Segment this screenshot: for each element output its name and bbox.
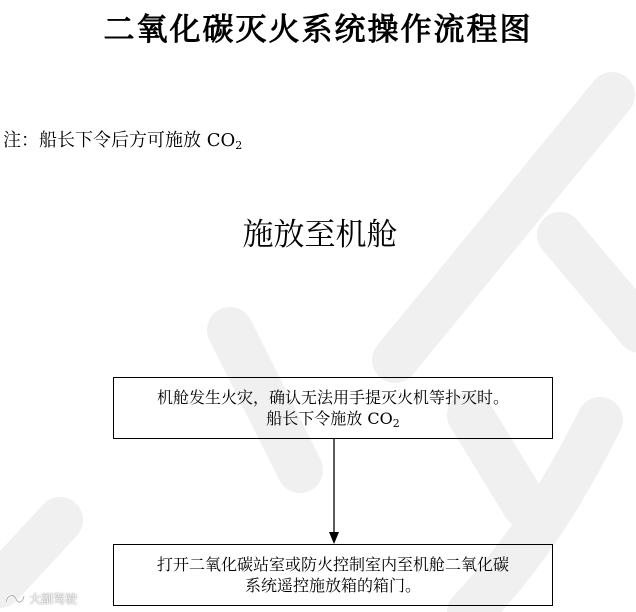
step-2-line-1: 打开二氧化碳站室或防火控制室内至机舱二氧化碳 — [156, 555, 509, 574]
flow-step-2 — [113, 544, 553, 606]
step-2-line-2: 系统遥控施放箱的箱门。 — [244, 576, 421, 595]
operation-note — [3, 128, 242, 154]
flow-arrow — [325, 439, 343, 545]
watermark-logo-icon — [4, 592, 26, 606]
watermark-text: 大副驾驶 — [29, 592, 78, 606]
step-1-subscript: 2 — [392, 417, 400, 430]
page-title: 二氧化碳灭火系统操作流程图 — [103, 12, 533, 48]
note-text: 注：船长下令后方可施放 CO — [3, 130, 236, 151]
flow-step-1 — [113, 377, 553, 439]
step-1-line-2 — [114, 408, 552, 429]
step-1-line-1: 机舱发生火灾，确认无法用手提灭火机等扑灭时。 — [156, 388, 509, 407]
watermark-label — [4, 590, 77, 607]
note-subscript: 2 — [235, 139, 243, 152]
section-title: 施放至机舱 — [242, 217, 398, 253]
step-1-line-2-text: 船长下令施放 CO — [266, 409, 393, 428]
